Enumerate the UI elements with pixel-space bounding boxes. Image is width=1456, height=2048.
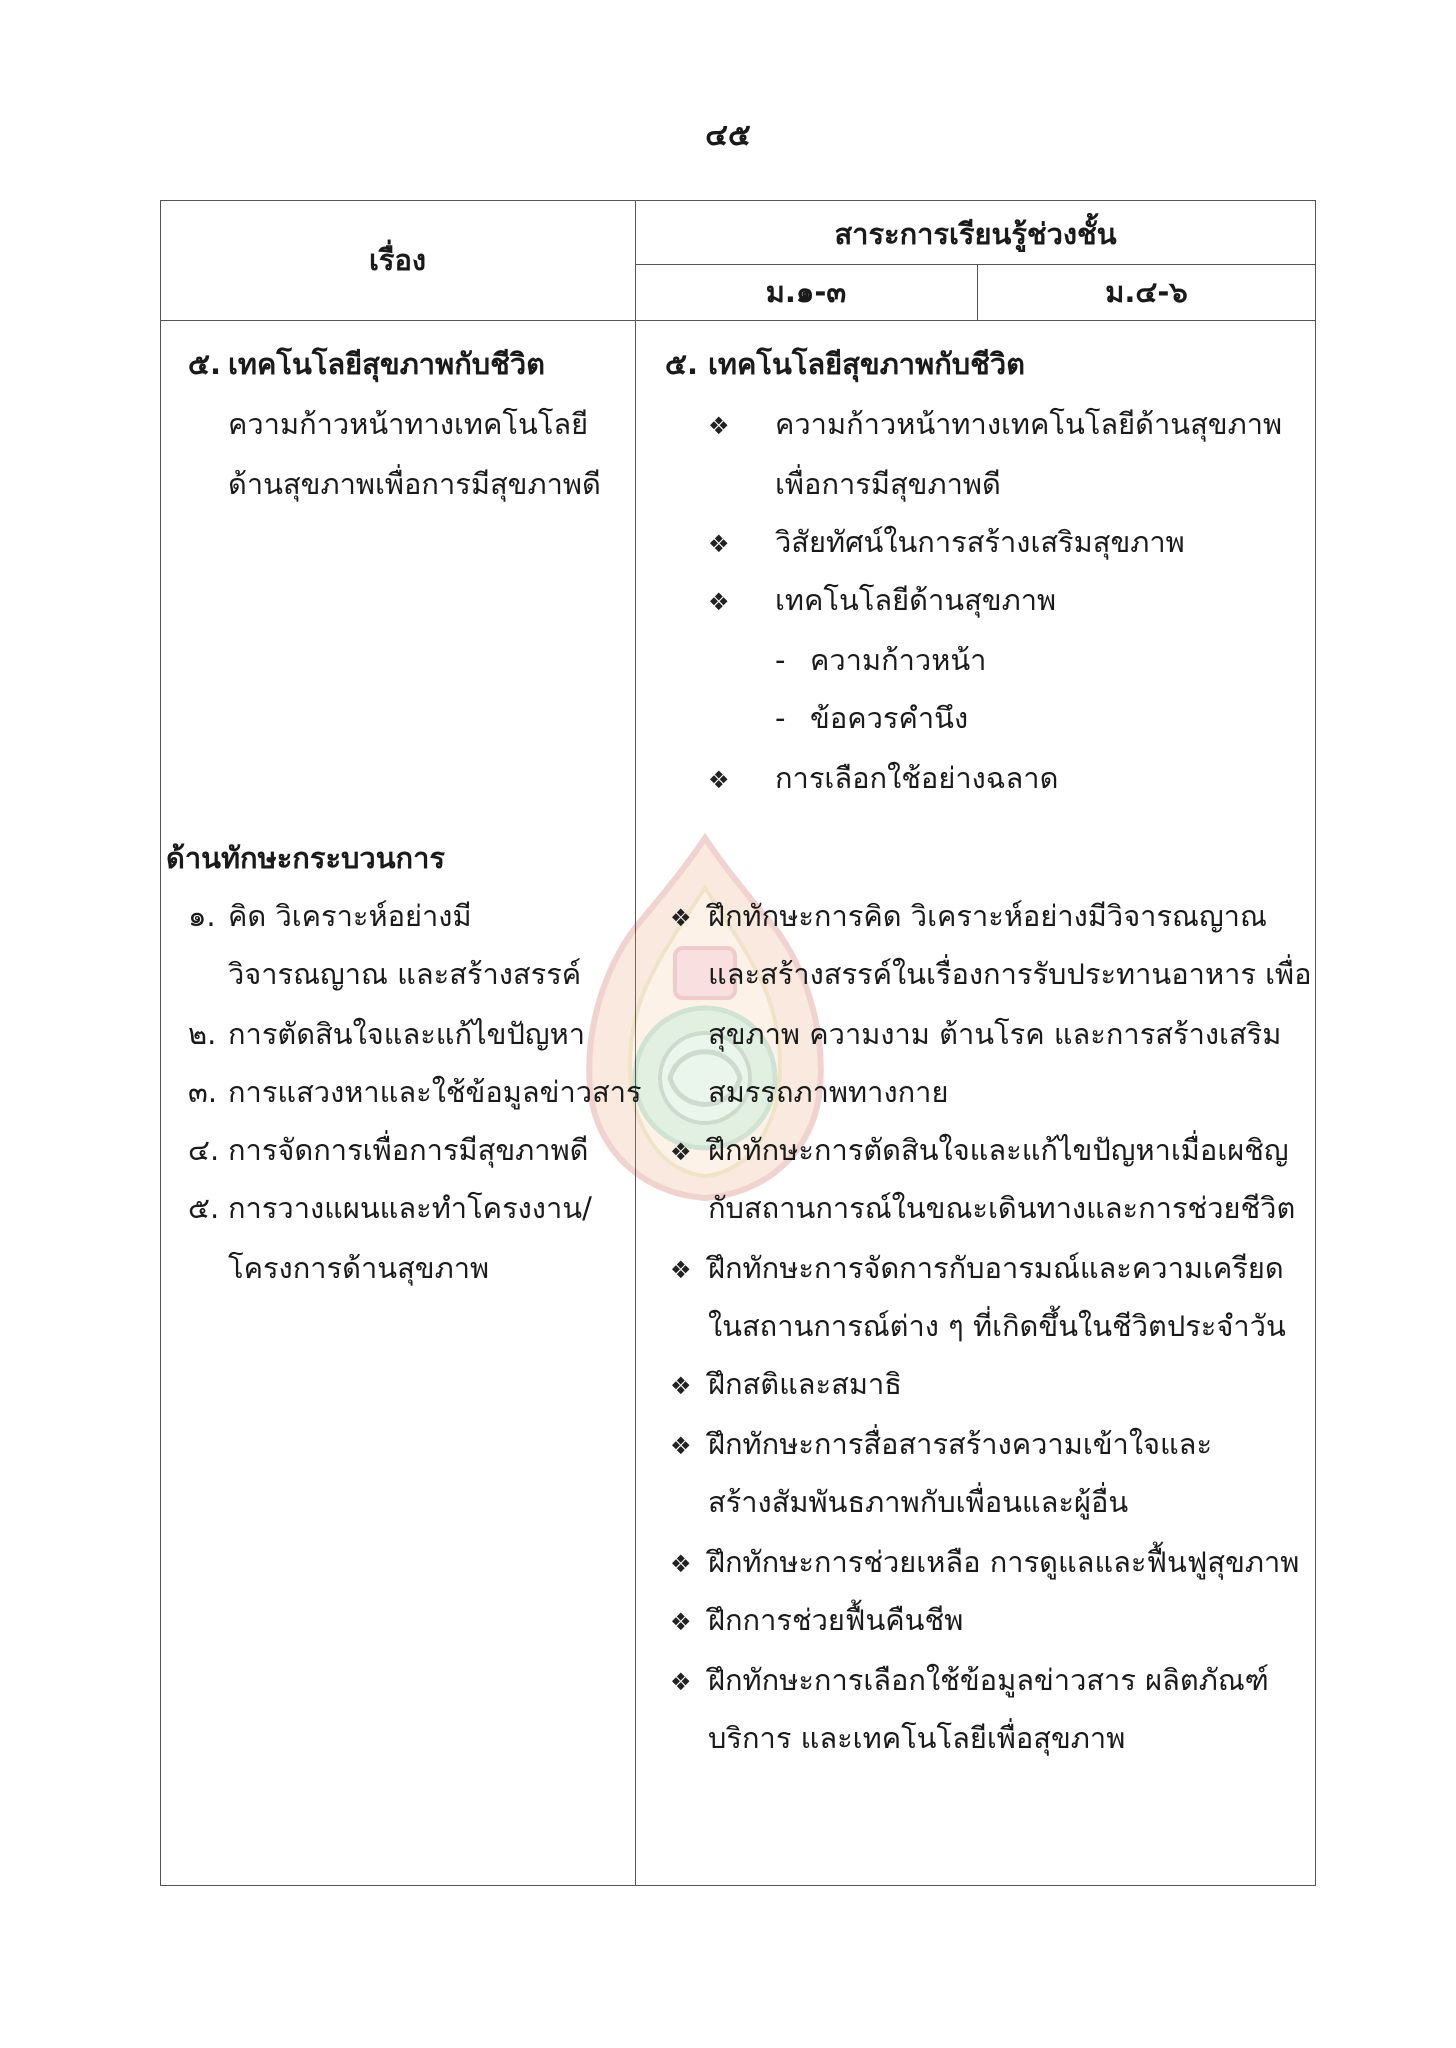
header-level-2: ม.๔-๖ (1105, 275, 1188, 309)
right-skill5-line1: ฝึกทักษะการสื่อสารสร้างความเข้าใจและ (708, 1427, 1213, 1461)
right-skill6-line1: ฝึกทักษะการช่วยเหลือ การดูแลและฟื้นฟูสุขภาพ (708, 1545, 1300, 1579)
left-skill2-line1: การตัดสินใจและแก้ไขปัญหา (228, 1017, 585, 1051)
bullet-icon: ❖ (670, 904, 692, 932)
bullet-icon: ❖ (708, 766, 730, 794)
header-sub-divider (635, 264, 1316, 265)
left-skill5-line1: การวางแผนและทำโครงงาน/ (228, 1191, 592, 1225)
right-skill1-line2: และสร้างสรรค์ในเรื่องการรับประทานอาหาร เพื่อ (708, 957, 1312, 991)
bullet-icon: ❖ (670, 1138, 692, 1166)
page-number: ๔๕ (705, 118, 751, 153)
right-topic5-number: ๕. (665, 347, 698, 381)
right-skill5-line2: สร้างสัมพันธภาพกับเพื่อนและผู้อื่น (708, 1485, 1129, 1519)
left-skill5-line2: โครงการด้านสุขภาพ (228, 1251, 490, 1285)
right-skill1-line3: สุขภาพ ความงาม ต้านโรค และการสร้างเสริม (708, 1017, 1282, 1051)
left-topic5-line2: ด้านสุขภาพเพื่อการมีสุขภาพดี (228, 467, 601, 501)
left-topic5-line1: ความก้าวหน้าทางเทคโนโลยี (228, 407, 589, 441)
right-skill7-line1: ฝึกการช่วยฟื้นคืนชีพ (708, 1603, 964, 1637)
left-skill2-number: ๒. (188, 1017, 217, 1051)
bullet-icon: ❖ (670, 1256, 692, 1284)
right-item4-line1: การเลือกใช้อย่างฉลาด (775, 761, 1059, 795)
right-skill8-line2: บริการ และเทคโนโลยีเพื่อสุขภาพ (708, 1721, 1126, 1755)
right-item1-line2: เพื่อการมีสุขภาพดี (775, 467, 1001, 501)
right-skill8-line1: ฝึกทักษะการเลือกใช้ข้อมูลข่าวสาร ผลิตภัณฑ์ (708, 1663, 1269, 1697)
left-skill3-number: ๓. (188, 1075, 218, 1109)
left-skill5-number: ๕. (188, 1191, 220, 1225)
right-item2-line1: วิสัยทัศน์ในการสร้างเสริมสุขภาพ (775, 525, 1185, 559)
left-topic5-title: เทคโนโลยีสุขภาพกับชีวิต (228, 347, 545, 381)
right-item1-line1: ความก้าวหน้าทางเทคโนโลยีด้านสุขภาพ (775, 407, 1283, 441)
dash-icon: - (775, 701, 786, 735)
bullet-icon: ❖ (670, 1608, 692, 1636)
right-skill3-line2: ในสถานการณ์ต่าง ๆ ที่เกิดขึ้นในชีวิตประจำวัน (708, 1309, 1286, 1343)
bullet-icon: ❖ (708, 412, 730, 440)
right-subitem2: ข้อควรคำนึง (810, 701, 969, 735)
right-item3-line1: เทคโนโลยีด้านสุขภาพ (775, 583, 1057, 617)
bullet-icon: ❖ (708, 530, 730, 558)
right-skill2-line1: ฝึกทักษะการตัดสินใจและแก้ไขปัญหาเมื่อเผชิญ (708, 1133, 1289, 1167)
right-skill1-line1: ฝึกทักษะการคิด วิเคราะห์อย่างมีวิจารณญาณ (708, 899, 1267, 933)
skills-heading: ด้านทักษะกระบวนการ (166, 841, 445, 875)
left-topic5-number: ๕. (188, 347, 221, 381)
header-divider (160, 320, 1316, 321)
bullet-icon: ❖ (708, 588, 730, 616)
dash-icon: - (775, 643, 786, 677)
right-skill3-line1: ฝึกทักษะการจัดการกับอารมณ์และความเครียด (708, 1251, 1284, 1285)
left-skill1-number: ๑. (188, 899, 216, 933)
left-skill3-line1: การแสวงหาและใช้ข้อมูลข่าวสาร (228, 1075, 642, 1109)
bullet-icon: ❖ (670, 1372, 692, 1400)
bullet-icon: ❖ (670, 1550, 692, 1578)
left-skill4-number: ๔. (188, 1133, 220, 1167)
right-skill1-line4: สมรรถภาพทางกาย (708, 1075, 949, 1109)
left-skill4-line1: การจัดการเพื่อการมีสุขภาพดี (228, 1133, 589, 1167)
bullet-icon: ❖ (670, 1668, 692, 1696)
bullet-icon: ❖ (670, 1432, 692, 1460)
right-subitem1: ความก้าวหน้า (810, 643, 987, 677)
header-content: สาระการเรียนรู้ช่วงชั้น (834, 217, 1117, 251)
right-topic5-title: เทคโนโลยีสุขภาพกับชีวิต (708, 347, 1025, 381)
right-skill4-line1: ฝึกสติและสมาธิ (708, 1367, 902, 1401)
header-topic: เรื่อง (368, 243, 427, 277)
left-skill1-line2: วิจารณญาณ และสร้างสรรค์ (228, 957, 582, 991)
right-skill2-line2: กับสถานการณ์ในขณะเดินทางและการช่วยชีวิต (708, 1191, 1296, 1225)
left-skill1-line1: คิด วิเคราะห์อย่างมี (228, 899, 472, 933)
header-level-1: ม.๑-๓ (765, 275, 847, 309)
